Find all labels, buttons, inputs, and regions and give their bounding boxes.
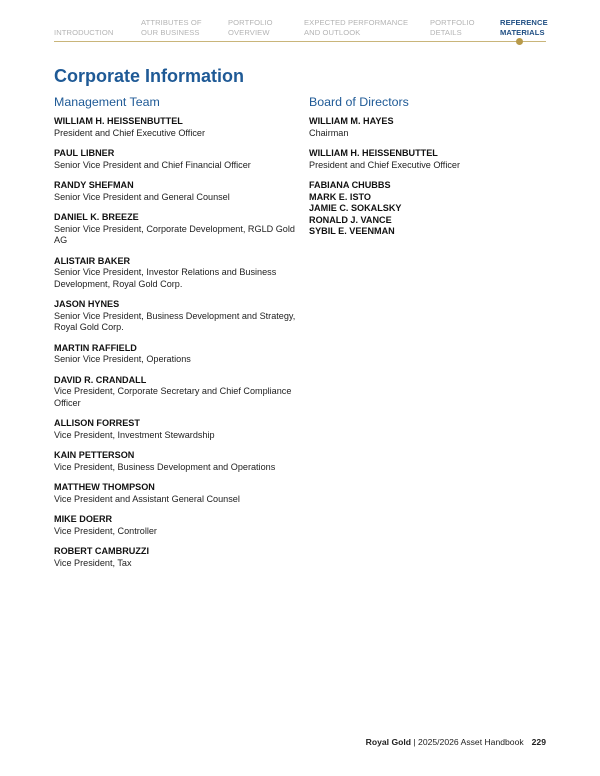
nav-tab-attributes[interactable]: ATTRIBUTES OF OUR BUSINESS bbox=[141, 18, 202, 37]
board-list bbox=[309, 116, 549, 171]
person-entry bbox=[54, 482, 304, 505]
person-name: ALLISON FORREST bbox=[54, 418, 140, 428]
board-member-name: JAMIE C. SOKALSKY bbox=[309, 203, 402, 213]
person-entry bbox=[54, 375, 304, 410]
person-title: Vice President, Tax bbox=[54, 557, 132, 568]
person-title: Vice President, Controller bbox=[54, 525, 157, 536]
person-title: President and Chief Executive Officer bbox=[54, 127, 205, 138]
person-title: Senior Vice President, Corporate Development, RGLD Gold AG bbox=[54, 223, 295, 245]
nav-divider bbox=[54, 41, 546, 42]
person-title: Senior Vice President, Investor Relations and Business Development, Royal Gold Corp. bbox=[54, 267, 277, 289]
person-title: Senior Vice President and Chief Financial Officer bbox=[54, 159, 251, 170]
nav-tab-portfolio-overview[interactable]: PORTFOLIO OVERVIEW bbox=[228, 18, 273, 37]
person-title: Senior Vice President, Operations bbox=[54, 354, 191, 364]
board-member-name: FABIANA CHUBBS bbox=[309, 180, 391, 190]
person-title: President and Chief Executive Officer bbox=[309, 159, 460, 170]
board-member-name: MARK E. ISTO bbox=[309, 191, 371, 202]
footer-publication: 2025/2026 Asset Handbook bbox=[418, 737, 524, 747]
person-name: JASON HYNES bbox=[54, 299, 120, 309]
person-name: ALISTAIR BAKER bbox=[54, 255, 131, 266]
person-entry bbox=[54, 514, 304, 537]
person-entry bbox=[54, 256, 304, 291]
person-title: Senior Vice President, Business Development and Strategy, Royal Gold Corp. bbox=[54, 310, 296, 332]
person-entry bbox=[54, 343, 304, 366]
top-navigation bbox=[0, 0, 600, 50]
person-name: KAIN PETTERSON bbox=[54, 450, 135, 460]
nav-tab-expected-performance[interactable]: EXPECTED PERFORMANCE AND OUTLOOK bbox=[304, 18, 409, 37]
person-entry bbox=[54, 180, 304, 203]
nav-tab-reference-materials[interactable]: REFERENCE MATERIALS bbox=[500, 18, 548, 37]
footer-separator: | bbox=[411, 737, 419, 747]
person-entry bbox=[309, 148, 549, 171]
person-entry bbox=[54, 450, 304, 473]
person-name: MARTIN RAFFIELD bbox=[54, 342, 137, 353]
person-name: ROBERT CAMBRUZZI bbox=[54, 546, 149, 556]
person-title: Senior Vice President and General Counsel bbox=[54, 191, 230, 202]
page-footer bbox=[366, 737, 546, 747]
person-entry bbox=[54, 418, 304, 441]
person-name: WILLIAM H. HEISSENBUTTEL bbox=[54, 116, 183, 126]
person-title: Chairman bbox=[309, 127, 349, 138]
person-title: Vice President, Investment Stewardship bbox=[54, 429, 215, 440]
person-name: DAVID R. CRANDALL bbox=[54, 374, 147, 385]
person-entry bbox=[54, 148, 304, 171]
active-tab-indicator bbox=[516, 38, 523, 45]
person-name: MIKE DOERR bbox=[54, 514, 113, 524]
nav-tab-introduction[interactable]: INTRODUCTION bbox=[54, 28, 114, 37]
person-name: PAUL LIBNER bbox=[54, 148, 115, 158]
nav-tab-portfolio-details[interactable]: PORTFOLIO DETAILS bbox=[430, 18, 475, 37]
management-team-heading: Management Team bbox=[54, 95, 160, 109]
management-team-section bbox=[54, 95, 304, 578]
person-name: WILLIAM H. HEISSENBUTTEL bbox=[309, 148, 438, 158]
board-member-name: SYBIL E. VEENMAN bbox=[309, 226, 395, 236]
person-entry bbox=[54, 116, 304, 139]
page-number: 229 bbox=[531, 737, 546, 747]
person-entry bbox=[54, 546, 304, 569]
person-name: RANDY SHEFMAN bbox=[54, 180, 134, 190]
person-name: MATTHEW THOMPSON bbox=[54, 482, 155, 492]
person-entry bbox=[309, 116, 549, 139]
person-title: Vice President, Business Development and Operations bbox=[54, 461, 276, 472]
board-section bbox=[309, 95, 549, 238]
person-title: Vice President and Assistant General Counsel bbox=[54, 493, 240, 504]
page-title: Corporate Information bbox=[54, 66, 245, 86]
person-name: WILLIAM M. HAYES bbox=[309, 116, 394, 126]
person-entry bbox=[54, 299, 304, 334]
footer-brand: Royal Gold bbox=[365, 737, 412, 747]
person-name: DANIEL K. BREEZE bbox=[54, 212, 139, 222]
person-title: Vice President, Corporate Secretary and Chief Compliance Officer bbox=[54, 386, 292, 408]
person-entry bbox=[54, 212, 304, 247]
board-heading: Board of Directors bbox=[309, 95, 409, 109]
board-members-list bbox=[309, 180, 549, 238]
management-list bbox=[54, 116, 304, 569]
board-member-name: RONALD J. VANCE bbox=[309, 214, 392, 225]
